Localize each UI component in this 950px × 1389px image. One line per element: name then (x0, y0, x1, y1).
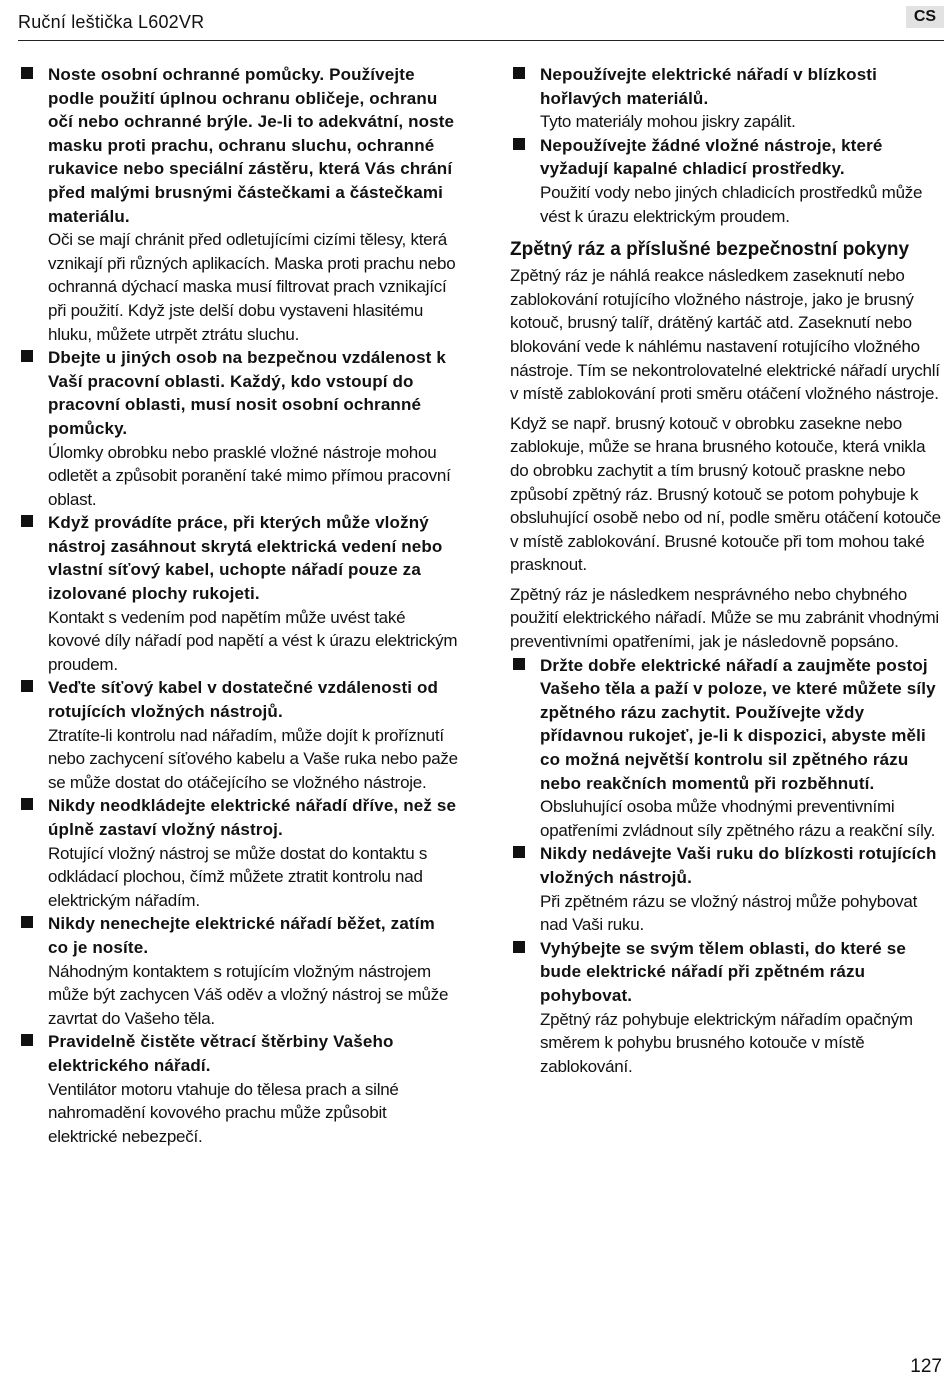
square-bullet-icon (21, 680, 33, 692)
safety-item (18, 1030, 458, 1148)
page-header (18, 0, 944, 41)
safety-item-instruction: Pravidelně čistěte větrací štěrbiny Vašeho elektrického nářadí. (48, 1032, 394, 1075)
safety-item-explanation: Zpětný ráz pohybuje elektrickým nářadím opačným směrem k pohybu brusného kotouče v místě zablokování. (540, 1009, 913, 1076)
section-paragraph: Zpětný ráz je následkem nesprávného nebo chybného použití elektrického nářadí. Může se mu zabránit vhodnými preventivními opatřeními, jak je následovně popsáno. (510, 584, 939, 652)
safety-item (18, 511, 458, 676)
safety-item-instruction: Nikdy neodkládejte elektrické nářadí dříve, než se úplně zastaví vložný nástroj. (48, 796, 457, 839)
safety-item-instruction: Nepoužívejte žádné vložné nástroje, které vyžadují kapalné chladicí prostředky. (540, 135, 883, 179)
safety-item-instruction: Nikdy nenechejte elektrické nářadí běžet, zatím co je nosíte. (48, 914, 435, 957)
safety-item (18, 63, 458, 346)
document-title: Ruční leštička L602VR (18, 12, 205, 32)
section-heading: Zpětný ráz a příslušné bezpečnostní pokyny (510, 239, 910, 261)
safety-item (18, 912, 458, 1030)
safety-item-explanation: Úlomky obrobku nebo prasklé vložné nástroje mohou odletět a způsobit poranění také mimo přímou pracovní oblast. (48, 442, 451, 509)
safety-item-explanation: Ztratíte-li kontrolu nad nářadím, může dojít k proříznutí nebo zachycení síťového kabelu a Vaše ruka nebo paže se může dostat do otáčejícího se vložného nástroje. (48, 725, 458, 792)
page-number: 127 (910, 1356, 942, 1377)
safety-item (510, 134, 942, 228)
safety-item-instruction: Dbejte u jiných osob na bezpečnou vzdálenost k Vaší pracovní oblasti. Každý, kdo vstoupí do pracovní oblasti, musí nosit osobní ochranné pomůcky. (48, 348, 446, 438)
safety-item-instruction: Vyhýbejte se svým tělem oblasti, do které se bude elektrické nářadí při zpětném rázu pohybovat. (540, 938, 906, 1005)
square-bullet-icon (513, 846, 525, 858)
safety-item-explanation: Rotující vložný nástroj se může dostat do kontaktu s odkládací plochou, čímž můžete ztratit kontrolu nad elektrickým nářadím. (48, 843, 428, 910)
square-bullet-icon (21, 67, 33, 79)
safety-item-instruction: Noste osobní ochranné pomůcky. Používejte podle použití úplnou ochranu obličeje, ochranu očí nebo ochranné brýle. Je-li to adekvátní, noste masku proti prachu, ochranu sluchu, ochranné rukavice nebo speciální zástěru, která Vás chrání před malými brusnými částečkami a částečkami materiálu. (48, 65, 455, 226)
safety-item-instruction: Veďte síťový kabel v dostatečné vzdálenosti od rotujících vložných nástrojů. (48, 678, 439, 722)
section-paragraph: Když se např. brusný kotouč v obrobku zasekne nebo zablokuje, může se hrana brusného kotouče, která vnikla do obrobku zachytit a tím brusný kotouč praskne nebo způsobí zpětný ráz. Brusný kotouč se potom pohybuje k obsluhující osobě nebo od ní, podle směru otáčení kotouče v místě zablokování. Brusné kotouče při tom mohou také prasknout. (510, 413, 941, 575)
square-bullet-icon (21, 1034, 33, 1046)
safety-item (510, 842, 942, 936)
safety-item-explanation: Obsluhující osoba může vhodnými preventivními opatřeními zvládnout síly zpětného rázu a reakční síly. (540, 797, 936, 840)
language-badge: CS (906, 6, 944, 28)
safety-item (18, 676, 458, 794)
safety-item-explanation: Ventilátor motoru vtahuje do tělesa prach a silné nahromadění kovového prachu může způsobit elektrické nebezpečí. (48, 1079, 399, 1146)
safety-item (510, 937, 942, 1079)
square-bullet-icon (513, 658, 525, 670)
safety-item-explanation: Oči se mají chránit před odletujícími cizími tělesy, která vznikají při různých aplikacích. Maska proti prachu nebo ochranná dýchací maska musí filtrovat prach vznikající při použití. Když jste delší dobu vystaveni hlasitému hluku, můžete utrpět ztrátu sluchu. (48, 230, 456, 344)
square-bullet-icon (21, 798, 33, 810)
safety-item-instruction: Držte dobře elektrické nářadí a zaujměte postoj Vašeho těla a paží v poloze, ve které můžete síly zpětného rázu zachytit. Používejte vždy přídavnou rukojeť, je-li k dispozici, abyste měli co možná největší kontrolu sil zpětného rázu nebo reakčních momentů při rozběhnutí. (540, 655, 936, 793)
safety-item-explanation: Použití vody nebo jiných chladicích prostředků může vést k úrazu elektrickým proudem. (540, 182, 923, 226)
safety-item (18, 794, 458, 912)
square-bullet-icon (21, 515, 33, 527)
left-column (18, 63, 458, 1148)
safety-item-instruction: Když provádíte práce, při kterých může vložný nástroj zasáhnout skrytá elektrická vedení nebo vlastní síťový kabel, uchopte nářadí pouze za izolované plochy rukojeti. (48, 513, 443, 604)
square-bullet-icon (21, 916, 33, 928)
section-paragraph: Zpětný ráz je náhlá reakce následkem zaseknutí nebo zablokování rotujícího vložného nástroje, jako je brusný kotouč, brusný talíř, drátěný kartáč atd. Zaseknutí nebo blokování vede k náhlému nastavení rotujícího vložného nástroje. Tím se nekontrolovatelné elektrické nářadí urychlí v místě zablokování proti směru otáčení vložného nástroje. (510, 266, 940, 404)
safety-item-instruction: Nikdy nedávejte Vaši ruku do blízkosti rotujících vložných nástrojů. (540, 844, 937, 887)
safety-item-explanation: Náhodným kontaktem s rotujícím vložným nástrojem může být zachycen Váš oděv a vložný nástroj se může zavrtat do Vašeho těla. (48, 961, 449, 1028)
square-bullet-icon (513, 67, 525, 79)
safety-item-explanation: Kontakt s vedením pod napětím může uvést také kovové díly nářadí pod napětí a vést k úrazu elektrickým proudem. (48, 607, 458, 674)
safety-item (18, 346, 458, 511)
square-bullet-icon (513, 138, 525, 150)
safety-item-explanation: Při zpětném rázu se vložný nástroj může pohybovat nad Vaši ruku. (540, 891, 918, 935)
square-bullet-icon (21, 350, 33, 362)
square-bullet-icon (513, 941, 525, 953)
safety-item-instruction: Nepoužívejte elektrické nářadí v blízkosti hořlavých materiálů. (540, 65, 877, 108)
safety-item (510, 63, 942, 134)
safety-item-explanation: Tyto materiály mohou jiskry zapálit. (540, 112, 796, 132)
safety-item (510, 654, 942, 843)
right-column (510, 63, 942, 1078)
